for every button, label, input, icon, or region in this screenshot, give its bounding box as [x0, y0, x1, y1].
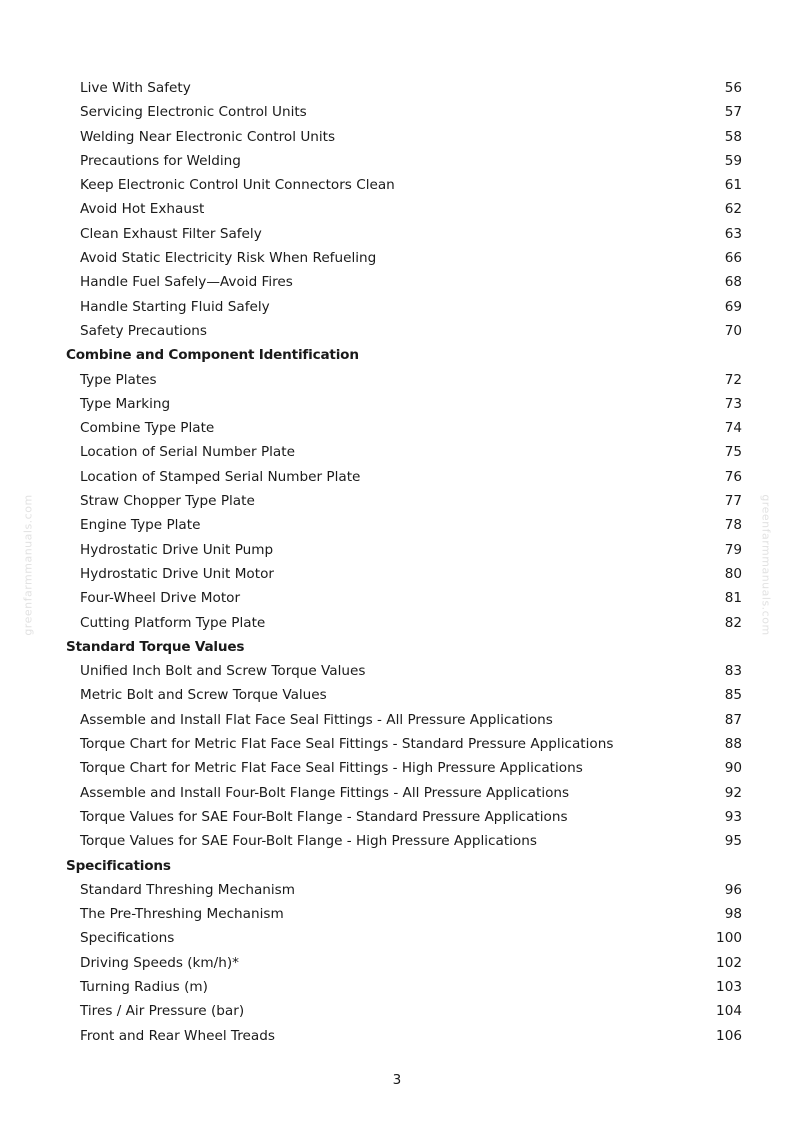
table-of-contents [0, 76, 794, 1048]
toc-entry[interactable] [0, 829, 794, 853]
entry-title: Assemble and Install Four-Bolt Flange Fittings - All Pressure Applications [80, 784, 570, 801]
entry-page-number: 75 [724, 444, 742, 461]
entry-page-number: 100 [716, 930, 742, 947]
entry-title: Hydrostatic Drive Unit Motor [80, 565, 274, 582]
toc-entry[interactable] [0, 926, 794, 950]
entry-page-number: 90 [724, 760, 742, 777]
entry-title: Front and Rear Wheel Treads [80, 1027, 275, 1044]
toc-entry[interactable] [0, 951, 794, 975]
entry-title: Standard Threshing Mechanism [80, 881, 296, 898]
entry-page-number: 88 [724, 736, 742, 753]
toc-entry[interactable] [0, 295, 794, 319]
entry-page-number: 81 [724, 590, 742, 607]
entry-page-number: 77 [724, 493, 742, 510]
entry-title: Handle Fuel Safely—Avoid Fires [80, 274, 293, 291]
section-title: Combine and Component Identification [66, 347, 359, 364]
entry-title: Torque Values for SAE Four-Bolt Flange - Standard Pressure Applications [80, 808, 568, 825]
entry-page-number: 57 [724, 104, 742, 121]
entry-title: Specifications [80, 930, 175, 947]
entry-title: Engine Type Plate [80, 517, 201, 534]
entry-title: The Pre-Threshing Mechanism [80, 906, 284, 923]
entry-page-number: 92 [724, 784, 742, 801]
entry-title: Servicing Electronic Control Units [80, 104, 307, 121]
toc-entry[interactable] [0, 902, 794, 926]
toc-entry[interactable] [0, 756, 794, 780]
toc-entry[interactable] [0, 562, 794, 586]
entry-page-number: 58 [724, 128, 742, 145]
toc-section-heading [0, 343, 794, 367]
toc-section-heading [0, 854, 794, 878]
entry-page-number: 104 [716, 1003, 742, 1020]
entry-title: Torque Chart for Metric Flat Face Seal Fittings - Standard Pressure Applications [80, 736, 614, 753]
entry-title: Live With Safety [80, 80, 191, 96]
toc-entry[interactable] [0, 246, 794, 270]
entry-title: Location of Stamped Serial Number Plate [80, 468, 361, 485]
entry-page-number: 74 [724, 420, 742, 437]
section-title: Specifications [66, 857, 171, 874]
toc-entry[interactable] [0, 76, 794, 100]
entry-title: Assemble and Install Flat Face Seal Fittings - All Pressure Applications [80, 711, 553, 728]
entry-page-number: 56 [724, 80, 742, 96]
entry-page-number: 98 [724, 906, 742, 923]
toc-entry[interactable] [0, 465, 794, 489]
toc-entry[interactable] [0, 149, 794, 173]
entry-page-number: 69 [724, 298, 742, 315]
entry-title: Hydrostatic Drive Unit Pump [80, 541, 274, 558]
toc-entry[interactable] [0, 416, 794, 440]
entry-page-number: 63 [724, 225, 742, 242]
entry-page-number: 102 [716, 954, 742, 971]
entry-page-number: 70 [724, 322, 742, 339]
toc-entry[interactable] [0, 270, 794, 294]
toc-entry[interactable] [0, 999, 794, 1023]
entry-page-number: 73 [724, 395, 742, 412]
toc-entry[interactable] [0, 513, 794, 537]
entry-title: Unified Inch Bolt and Screw Torque Values [80, 663, 366, 680]
entry-page-number: 87 [724, 711, 742, 728]
entry-page-number: 80 [724, 565, 742, 582]
entry-title: Avoid Static Electricity Risk When Refueling [80, 250, 377, 267]
entry-page-number: 85 [724, 687, 742, 704]
toc-entry[interactable] [0, 538, 794, 562]
entry-title: Torque Chart for Metric Flat Face Seal Fittings - High Pressure Applications [80, 760, 583, 777]
toc-entry[interactable] [0, 683, 794, 707]
entry-title: Metric Bolt and Screw Torque Values [80, 687, 327, 704]
entry-page-number: 61 [724, 177, 742, 194]
entry-page-number: 96 [724, 881, 742, 898]
toc-entry[interactable] [0, 878, 794, 902]
toc-entry[interactable] [0, 125, 794, 149]
entry-page-number: 82 [724, 614, 742, 631]
entry-page-number: 83 [724, 663, 742, 680]
entry-page-number: 62 [724, 201, 742, 218]
toc-entry[interactable] [0, 222, 794, 246]
entry-title: Safety Precautions [80, 322, 207, 339]
entry-title: Keep Electronic Control Unit Connectors Clean [80, 177, 395, 194]
entry-title: Type Marking [80, 395, 171, 412]
entry-page-number: 59 [724, 152, 742, 169]
toc-entry[interactable] [0, 975, 794, 999]
toc-entry[interactable] [0, 197, 794, 221]
toc-entry[interactable] [0, 392, 794, 416]
toc-entry[interactable] [0, 586, 794, 610]
toc-section-heading [0, 635, 794, 659]
toc-entry[interactable] [0, 489, 794, 513]
entry-page-number: 95 [724, 833, 742, 850]
entry-title: Combine Type Plate [80, 420, 215, 437]
entry-title: Cutting Platform Type Plate [80, 614, 266, 631]
entry-page-number: 79 [724, 541, 742, 558]
entry-title: Straw Chopper Type Plate [80, 493, 255, 510]
entry-title: Precautions for Welding [80, 152, 241, 169]
entry-title: Turning Radius (m) [80, 978, 208, 995]
entry-page-number: 103 [716, 978, 742, 995]
entry-page-number: 93 [724, 808, 742, 825]
toc-entry[interactable] [0, 659, 794, 683]
toc-entry[interactable] [0, 100, 794, 124]
toc-entry[interactable] [0, 708, 794, 732]
entry-page-number: 68 [724, 274, 742, 291]
entry-title: Torque Values for SAE Four-Bolt Flange - High Pressure Applications [80, 833, 537, 850]
entry-title: Four-Wheel Drive Motor [80, 590, 241, 607]
entry-title: Type Plates [80, 371, 157, 388]
toc-entry[interactable] [0, 781, 794, 805]
entry-title: Location of Serial Number Plate [80, 444, 295, 461]
watermark-right: greenfarmmanuals.com [759, 494, 773, 636]
page-number: 3 [392, 1072, 402, 1088]
entry-page-number: 78 [724, 517, 742, 534]
entry-page-number: 72 [724, 371, 742, 388]
entry-title: Welding Near Electronic Control Units [80, 128, 336, 145]
section-title: Standard Torque Values [66, 638, 245, 655]
entry-title: Clean Exhaust Filter Safely [80, 225, 262, 242]
entry-title: Driving Speeds (km/h)* [80, 954, 239, 971]
entry-page-number: 106 [716, 1027, 742, 1044]
toc-entry[interactable] [0, 732, 794, 756]
entry-title: Handle Starting Fluid Safely [80, 298, 270, 315]
toc-entry[interactable] [0, 440, 794, 464]
toc-entry[interactable] [0, 173, 794, 197]
toc-entry[interactable] [0, 1024, 794, 1048]
watermark-left: greenfarmmanuals.com [21, 494, 35, 636]
entry-page-number: 76 [724, 468, 742, 485]
toc-entry[interactable] [0, 611, 794, 635]
entry-title: Tires / Air Pressure (bar) [80, 1003, 245, 1020]
toc-entry[interactable] [0, 805, 794, 829]
entry-title: Avoid Hot Exhaust [80, 201, 205, 218]
toc-entry[interactable] [0, 319, 794, 343]
toc-entry[interactable] [0, 368, 794, 392]
entry-page-number: 66 [724, 250, 742, 267]
